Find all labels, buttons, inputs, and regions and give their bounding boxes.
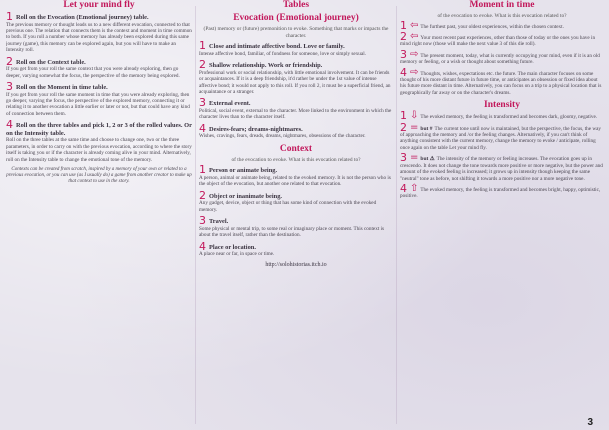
table-entry	[199, 58, 393, 95]
table-entry	[6, 80, 192, 117]
entry-heading	[6, 10, 192, 23]
entry-title: Travel.	[209, 218, 229, 226]
entry-text: Thoughts, wishes, expectations etc. the future. The main character focuses on some thought of his more distant future in future time, or anticipates an obsession or fixed idea about his future more distant in time. Alternatively, you can focus on a trip to a physical location that is geographically far away or on the character's dreams.	[400, 70, 602, 96]
moment-table	[400, 18, 604, 97]
entry-description	[400, 65, 604, 97]
entry-description	[400, 151, 604, 182]
table-entry	[199, 121, 393, 140]
table-entry	[400, 18, 604, 32]
entry-number: 2	[199, 188, 206, 202]
column-divider	[396, 6, 397, 424]
entry-description	[400, 109, 604, 123]
entry-description	[400, 181, 604, 200]
entry-description: Professional work or social relationship, with little emotional involvement. It can be friends or acquaintances. If it is a deep friendship, it'd rather be under the 1st value of intense affective bond; it would not apply to this roll. If you roll 2, it must be a superficial friend, an acquaintance or a stranger.	[199, 69, 391, 95]
entry-number: 3	[199, 96, 206, 110]
entry-description: Political, social event, external to the character. More linked to the environment in which the character lives than to the character itself.	[199, 108, 392, 121]
table-entry	[400, 30, 604, 48]
arrow-icon: ⇨	[410, 48, 419, 60]
entry-number: 2	[199, 58, 206, 72]
entry-title: Place or location.	[209, 243, 256, 251]
entry-description: Wishes, cravings, fears, dreads, dreams, nightmares, obsessions of the character.	[199, 133, 366, 140]
entry-heading	[199, 239, 393, 253]
entry-description: Roll on the three tables at the same time and choose to change one, two or the three parameters, in order to carry on with the previous evocation, according to where the story itself is taking you or if the character is already coming alive in your mind. Alternatively, roll on the Intensity table to change the emotional tone of the memory.	[6, 137, 192, 163]
entry-text: The intensity of the memory or feeling increases. The evocation goes up in crescendo. It does not change the tone towards more positive or more negative, but the power and amount of the evoked feeling is increased; it grows up in intensity though keeping the same "neutral" tone as before, not shifting it towards a more positive nor a more negative tone.	[400, 156, 603, 182]
table-title-intensity: Intensity	[484, 100, 520, 111]
arrow-icon: ⇧	[410, 182, 419, 194]
entry-heading	[199, 163, 393, 177]
entry-number: 4	[199, 239, 206, 253]
table-entry	[199, 239, 393, 258]
arrow-icon: ⇨	[410, 66, 419, 78]
entry-title: Roll on the three tables and pick 1, 2 or 3 of the rolled values. Or on the Intensity table.	[6, 122, 192, 137]
table-entry	[199, 39, 393, 57]
table-entry	[400, 120, 604, 152]
entry-number: 3	[199, 214, 206, 228]
entry-title: Roll on the Moment in time table.	[16, 84, 108, 92]
table-entry	[199, 163, 393, 188]
arrow-icon: ⇩	[410, 110, 419, 122]
entry-description: A person, animal or animate being, related to the evoked memory. It is not the person who is the object of the evocation, but another one related to that evocation.	[199, 175, 391, 188]
arrow-icon: =	[410, 121, 419, 133]
entry-description: A place near or far, in space or time.	[199, 251, 275, 258]
entry-number: 4	[400, 181, 407, 195]
table-title-context: Context	[279, 143, 313, 154]
table-entry	[400, 109, 604, 123]
table-entry	[199, 188, 393, 213]
entry-number: 4	[199, 121, 206, 135]
table-entry	[400, 151, 604, 182]
entry-description	[400, 30, 604, 48]
arrow-icon: ⇦	[410, 31, 419, 42]
entry-number: 1	[400, 18, 407, 32]
table-entry	[6, 54, 192, 79]
entry-title: External event.	[209, 100, 251, 108]
entry-text: The furthest past, your oldest experiences, within the chosen context.	[420, 23, 564, 30]
arrow-icon: =	[410, 152, 419, 164]
entry-number: 3	[6, 80, 13, 94]
entry-title: Object or inanimate being.	[209, 192, 283, 200]
column-divider	[195, 6, 196, 424]
entry-title: Person or animate being.	[209, 167, 278, 175]
steps-list	[6, 10, 192, 163]
entry-title: Close and intimate affective bond. Love or family.	[209, 43, 345, 51]
entry-description: If you get from your roll the same context that you were already exploring, then go deeper, varying somewhat the focus, the perspective of the memory being explored.	[6, 66, 180, 79]
contexts-note: Contexts can be created from scratch, inspired by a memory of your own or related to a previous evocation, or you can use (as I usually do) a game from another creator to make up that context to use in the story.	[6, 167, 192, 185]
entry-number: 4	[6, 118, 13, 132]
website-link[interactable]: http://solohistorias.itch.io	[265, 261, 327, 268]
table-title-evocation: Evocation (Emotional journey)	[233, 13, 359, 23]
entry-description: Some physical or mental trip, to some real or imaginary place or moment. This context is about the travel itself, rather than the destination.	[199, 225, 385, 239]
entry-number: 1	[400, 109, 407, 123]
entry-description: Intense affective bond, familiar, of fondness for someone, love or simply sexual.	[199, 50, 366, 57]
entry-number: 3	[400, 151, 407, 165]
table-entry	[199, 214, 393, 239]
context-table	[199, 163, 393, 258]
section-title: Let your mind fly	[63, 0, 135, 10]
entry-description: Any gadget, device, object or thing that has some kind of connection with the evoked memory.	[199, 200, 377, 213]
column-let-your-mind-fly	[6, 0, 192, 430]
entry-heading	[6, 54, 192, 68]
entry-text: The evoked memory, the feeling is transformed and becomes bright, happy, optimistic, positive.	[400, 186, 601, 200]
table-entry	[400, 65, 604, 97]
entry-description: If you get from your roll the same moment in time that you were already exploring, then go deeper, varying the focus, the perspective of the explored memory, connecting it or relating it to another evocation a little earlier or later or not, but that could have any kind of connection between them.	[6, 91, 190, 117]
entry-number: 1	[6, 10, 13, 23]
entry-description: The previous memory or thought leads us to a new different evocation, connected to that previous one. The relation that connects them is the context and moment in time common to both. If you roll a number whose memory has already been explored during this same journey (game), this memory can be explored again, but you will have to make an Intensity roll.	[6, 21, 192, 54]
entry-heading	[199, 214, 393, 228]
intensity-table	[400, 109, 604, 200]
table-entry	[400, 181, 604, 200]
arrow-icon: ⇦	[410, 19, 419, 31]
entry-title: Desires-fears; dreams-nightmares.	[209, 125, 303, 133]
entry-description	[400, 120, 604, 152]
table-entry	[400, 47, 604, 66]
section-title: Tables	[282, 0, 310, 10]
context-intro: of the evocation to evoke. What is this evocation related to?	[231, 156, 361, 163]
table-entry	[199, 96, 393, 121]
entry-text: The current tone until now is maintained, but the perspective, the focus, the way of approaching the memory and /or the feeling changes. Alternatively, if you can't think of anything consistent with the current memory, change the memory to evoke / anticipate, rolling once again on the table Let your mind fly.	[400, 125, 601, 151]
moment-intro: of the evocation to evoke. What is this evocation related to?	[437, 13, 567, 19]
entry-title: Shallow relationship. Work or friendship.	[209, 62, 323, 70]
evocation-table	[199, 39, 393, 140]
table-entry	[6, 118, 192, 163]
entry-text: The present moment, today, what is currently occupying your mind, even if it is an old memory or feeling, or a wish or thought about something future.	[400, 52, 600, 66]
table-title-moment: Moment in time	[469, 0, 535, 10]
entry-heading	[199, 39, 393, 53]
entry-title: Roll on the Evocation (Emotional journey) table.	[16, 14, 149, 21]
entry-number: 1	[199, 163, 206, 177]
column-tables	[199, 0, 393, 430]
entry-number: 2	[400, 30, 407, 43]
entry-number: 2	[6, 54, 13, 68]
table-entry	[6, 10, 192, 54]
entry-number: 4	[400, 65, 407, 79]
entry-title: Roll on the Context table.	[16, 58, 86, 66]
page-number: 3	[587, 417, 593, 428]
entry-heading	[6, 118, 192, 137]
entry-heading	[199, 58, 393, 72]
entry-description	[400, 18, 604, 32]
entry-number: 3	[400, 47, 407, 61]
evocation-intro: (Past) memory or (future) premonition to evoke. Something that marks or impacts the character.	[203, 26, 389, 39]
entry-number: 1	[199, 39, 206, 53]
entry-heading	[199, 96, 393, 110]
column-moment-intensity	[400, 0, 604, 430]
entry-number: 2	[400, 120, 407, 134]
modifier-badge: but #	[420, 125, 433, 132]
entry-text: Your most recent past experiences, other than those of today or the ones you have in mind right now (those will make the next value 3 of this die roll).	[400, 35, 596, 48]
entry-text: The evoked memory, the feeling is transformed and becomes dark, gloomy, negative.	[420, 114, 598, 121]
entry-description	[400, 47, 604, 66]
modifier-badge: but ⚠	[420, 156, 435, 163]
entry-heading	[6, 80, 192, 94]
